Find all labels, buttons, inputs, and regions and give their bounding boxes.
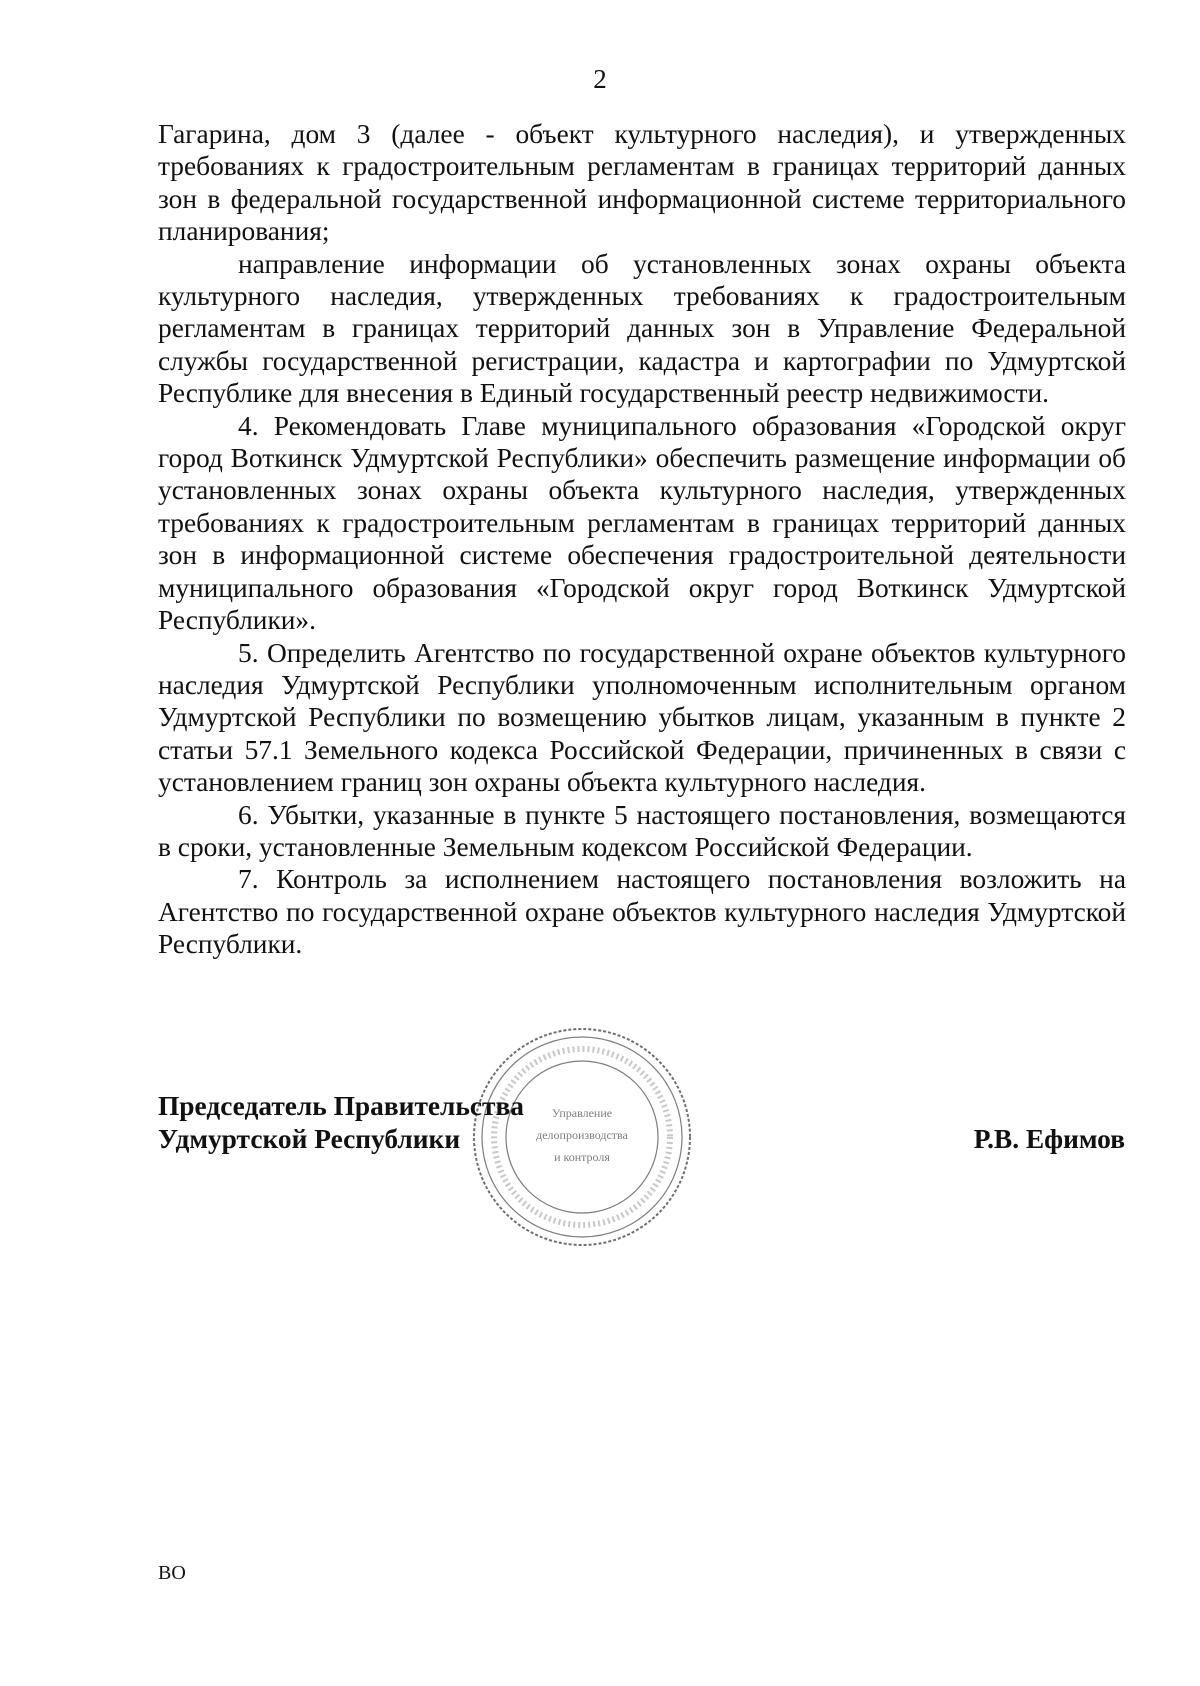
stamp-center-text-2: делопроизводства [536, 1128, 628, 1142]
paragraph-item-5: 5. Определить Агентство по государственной охране объектов культурного наследия Удмуртской Республики уполномоченным исполнительным органом Удмуртской Республики по возмещению убытков лицам, указанным в пункте 2 статьи 57.1 Земельного кодекса Российской Федерации, причиненных в связи с установлением границ зон охраны объекта культурного наследия. [158, 637, 1126, 798]
paragraph-item-4: 4. Рекомендовать Главе муниципального образования «Городской округ город Воткинск Удмуртской Республики» обеспечить размещение информации об установленных зонах охраны объекта культурного наследия, утвержденных требованиях к градостроительным регламентам в границах территорий данных зон в информационной системе обеспечения градостроительной деятельности муниципального образования «Городской округ город Воткинск Удмуртской Республики». [158, 410, 1126, 636]
signatory-position-line-2: Удмуртской Республики [158, 1124, 461, 1154]
paragraph-item-6: 6. Убытки, указанные в пункте 5 настоящего постановления, возмещаются в сроки, установленные Земельным кодексом Российской Федерации. [158, 799, 1126, 862]
paragraph-continuation: Гагарина, дом 3 (далее - объект культурного наследия), и утвержденных требованиях к градостроительным регламентам в границах территорий данных зон в федеральной государственной информационной системе территориального планирования; [158, 119, 1126, 247]
signatory-position-line-1: Председатель Правительства [158, 1091, 525, 1121]
signatory-name: Р.В. Ефимов [973, 1124, 1125, 1154]
footer-mark: ВО [158, 1562, 186, 1584]
page-number: 2 [593, 64, 607, 94]
paragraph-item-7: 7. Контроль за исполнением настоящего постановления возложить на Агентство по государственной охране объектов культурного наследия Удмуртской Республики. [158, 864, 1126, 960]
document-body [158, 118, 1126, 961]
stamp-center-text-3: и контроля [554, 1150, 610, 1164]
paragraph-directive: направление информации об установленных зонах охраны объекта культурного наследия, утвержденных требованиях к градостроительным регламентам в границах территорий данных зон в Управление Федеральной службы государственной регистрации, кадастра и картографии по Удмуртской Республике для внесения в Единый государственный реестр недвижимости. [158, 248, 1126, 409]
stamp-center-text-1: Управление [551, 1106, 613, 1120]
signatory-position [158, 1090, 524, 1156]
